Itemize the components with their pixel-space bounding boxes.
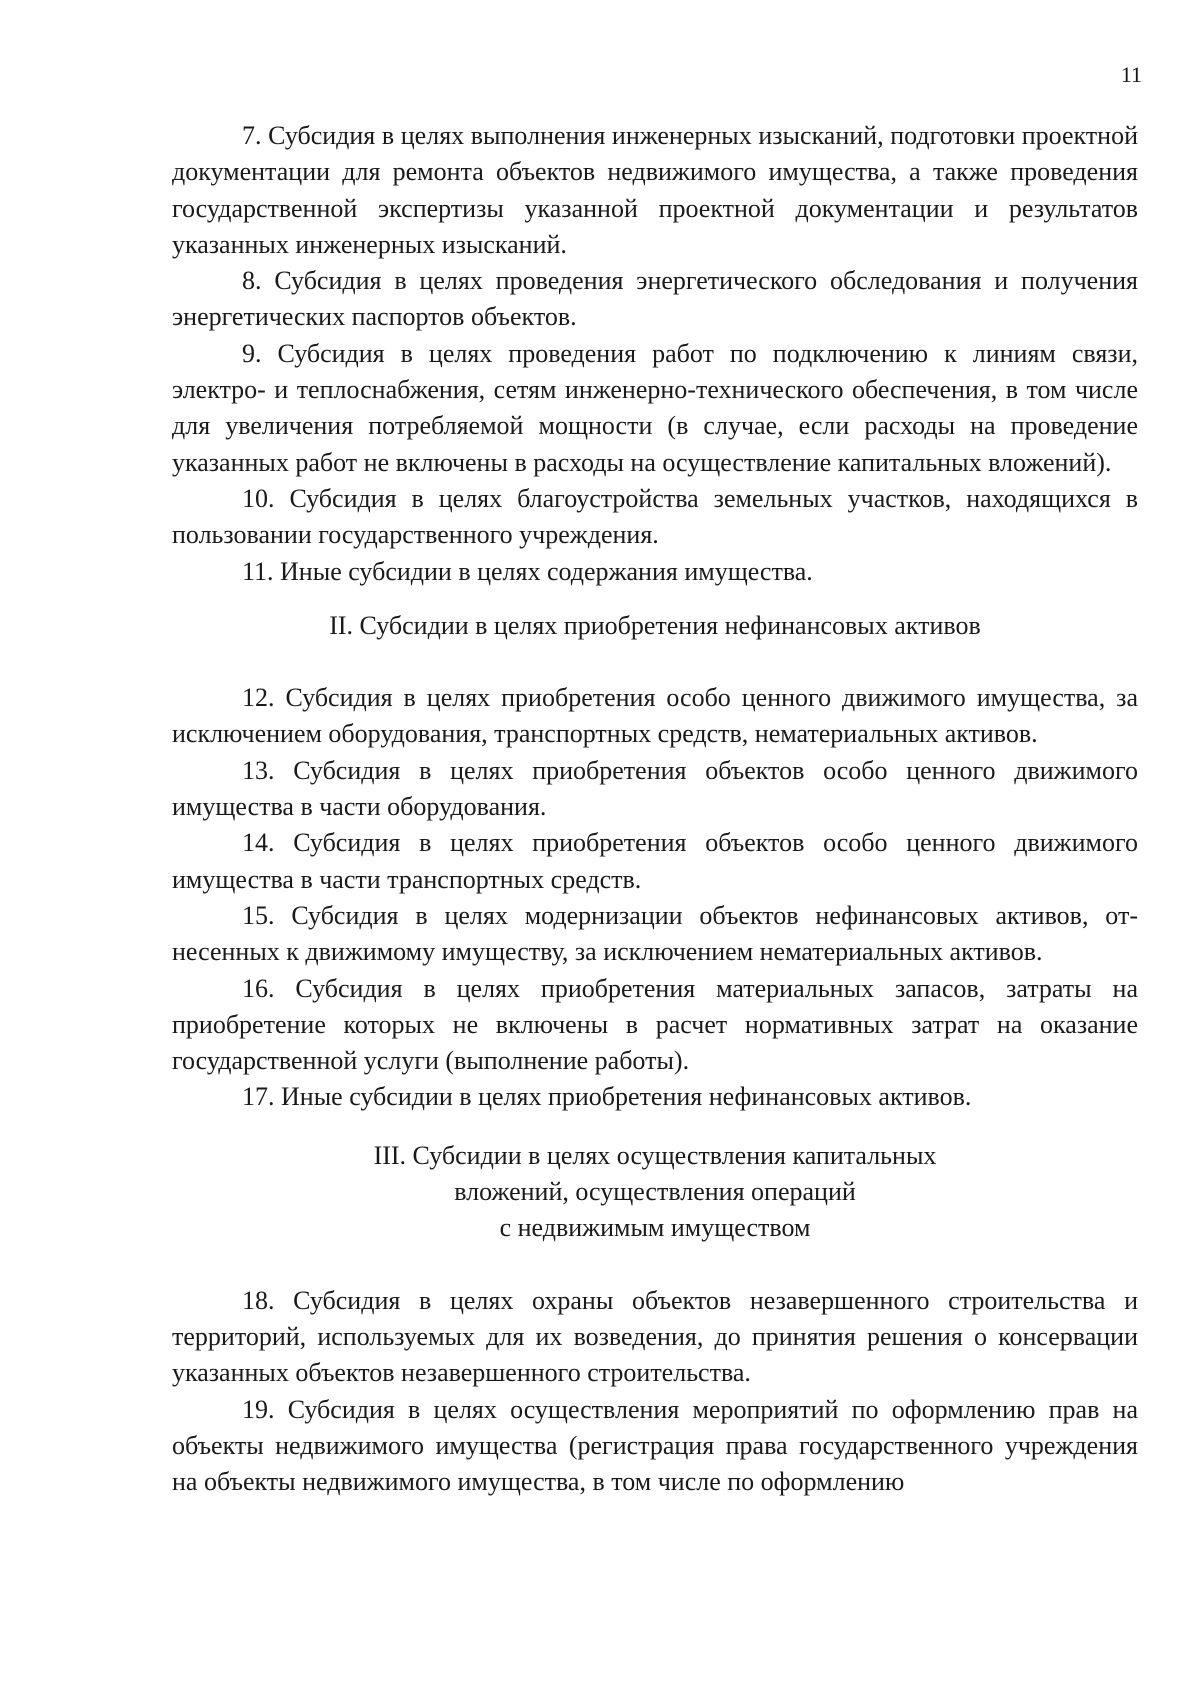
section-3-heading	[172, 1138, 1138, 1247]
paragraph-15: 15. Субсидия в целях модернизации объектов нефинансовых активов, отнесенных к движимому имуществу, за исключением нематериальных активов.	[172, 900, 1138, 967]
page-number: 11	[1120, 62, 1142, 87]
section-2-heading: II. Субсидии в целях приобретения нефинансовых активов	[329, 610, 981, 640]
paragraph-7: 7. Субсидия в целях выполнения инженерных изысканий, подготовки проектной документации для ремонта объектов недвижимого имущества, а также проведения государственной экспертизы указанной проектной документации и результатов указанных инженерных изысканий.	[172, 121, 1138, 259]
paragraph-19: 19. Субсидия в целях осуществления мероприятий по оформлению прав на объекты недвижимого имущества (регистрация права государственного учреждения на объекты недвижимого имущества, в том числе по оформлению	[172, 1394, 1138, 1497]
section-3-heading-line-2: вложений, осуществления операций	[454, 1177, 856, 1207]
section-3-heading-line-3: с недвижимым имуществом	[499, 1213, 811, 1243]
paragraph-16: 16. Субсидия в целях приобретения материальных запасов, затраты на приобретение которых не включены в расчет нормативных затрат на оказание государственной услуги (выполнение работы).	[172, 973, 1138, 1076]
paragraph-17: 17. Иные субсидии в целях приобретения нефинансовых активов.	[242, 1082, 972, 1112]
paragraph-13: 13. Субсидия в целях приобретения объектов особо ценного движимого имущества в части оборудования.	[172, 755, 1138, 822]
paragraph-18: 18. Субсидия в целях охраны объектов незавершенного строительства и территорий, используемых для их возведения, до принятия решения о консервации указанных объектов незавершенного строительства.	[172, 1285, 1138, 1388]
section-3-heading-line-1: III. Субсидии в целях осуществления капитальных	[373, 1140, 937, 1170]
paragraph-11: 11. Иные субсидии в целях содержания имущества.	[242, 556, 813, 586]
document-body	[172, 118, 1138, 1500]
paragraph-14: 14. Субсидия в целях приобретения объектов особо ценного движимого имущества в части транспортных средств.	[172, 828, 1138, 894]
paragraph-10: 10. Субсидия в целях благоустройства земельных участков, находящихся в пользовании государственного учреждения.	[172, 483, 1138, 550]
paragraph-8: 8. Субсидия в целях проведения энергетического обследования и получения энергетических паспортов объектов.	[172, 266, 1138, 332]
paragraph-12: 12. Субсидия в целях приобретения особо ценного движимого имущества, за исключением оборудования, транспортных средств, нематериальных активов.	[172, 683, 1138, 749]
paragraph-9: 9. Субсидия в целях проведения работ по подключению к линиям связи, электро- и теплоснабжения, сетям инженерно-технического обеспечения, в том числе для увеличения потребляемой мощности (в случае, если расходы на проведение указанных работ не включены в расходы на осуществление капитальных вложений).	[172, 338, 1138, 477]
